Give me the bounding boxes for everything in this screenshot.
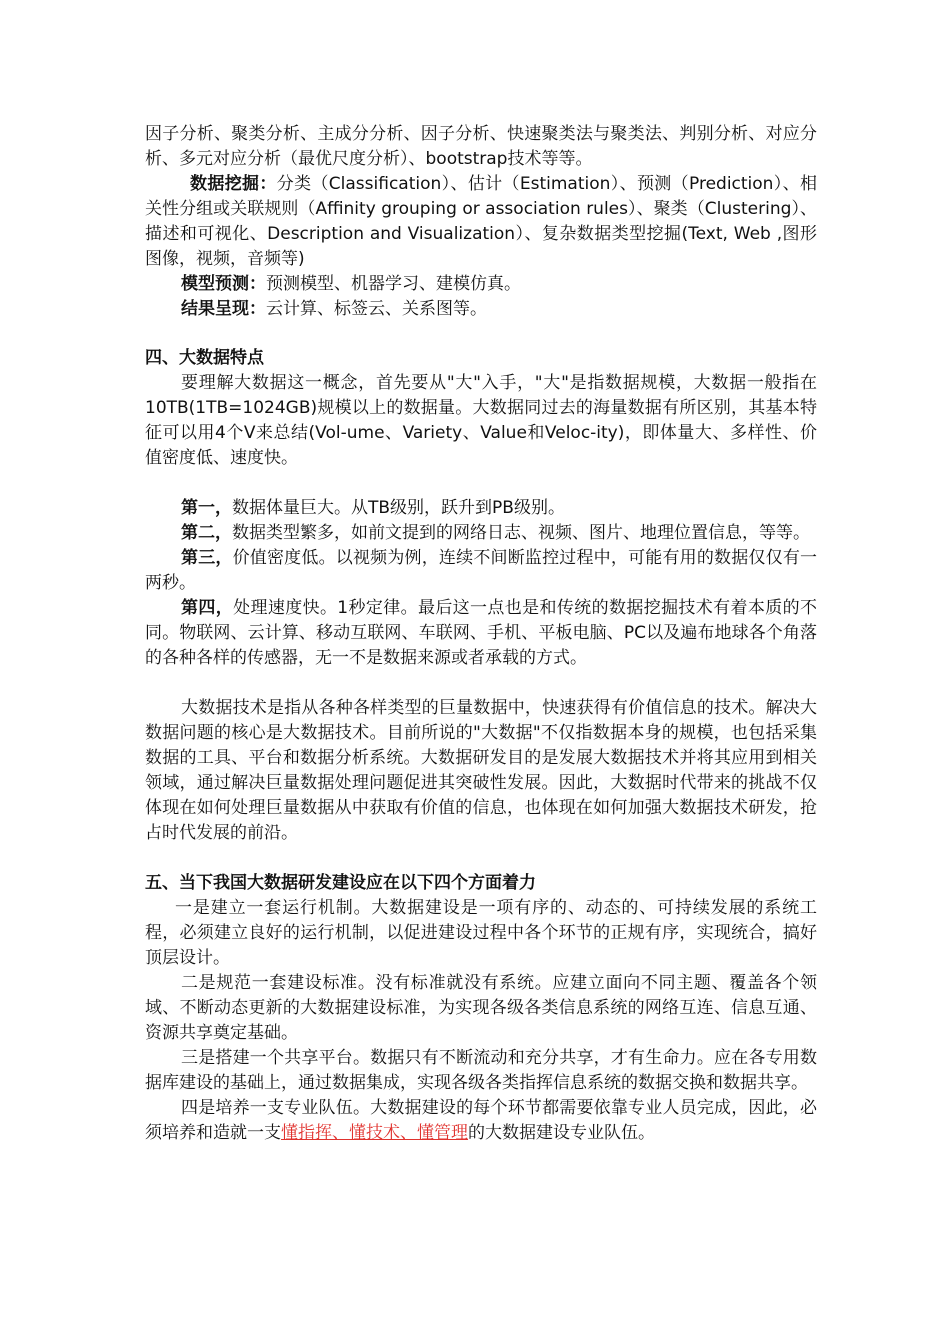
point-1-text: 数据体量巨大。从TB级别，跃升到PB级别。: [232, 498, 565, 518]
document-page: [145, 122, 817, 1146]
point-1-label: 第一，: [181, 498, 232, 518]
point-4: [145, 596, 817, 671]
point-1: [145, 496, 817, 521]
data-mining-text: 分类（Classification）、估计（Estimation）、预测（Prediction）、相关性分组或关联规则（Affinity grouping or association rules）、聚类（Clustering）、描述和可视化、Description and Visualization）、复杂数据类型挖掘(Text, Web ,图形图像，视频，音频等): [145, 174, 817, 269]
section4-title: 四、大数据特点: [145, 348, 264, 368]
section5-point-4-end: 的大数据建设专业队伍。: [468, 1123, 655, 1143]
section5-point-4: [145, 1096, 817, 1146]
data-mining-label: 数据挖掘：: [190, 174, 277, 194]
point-2-text: 数据类型繁多，如前文提到的网络日志、视频、图片、地理位置信息，等等。: [232, 523, 810, 543]
section5-point-1: 一是建立一套运行机制。大数据建设是一项有序的、动态的、可持续发展的系统工程，必须建立良好的运行机制，以促进建设过程中各个环节的正规有序，实现统合，搞好顶层设计。: [145, 898, 817, 968]
tech-paragraph: 大数据技术是指从各种各样类型的巨量数据中，快速获得有价值信息的技术。解决大数据问题的核心是大数据技术。目前所说的"大数据"不仅指数据本身的规模，也包括采集数据的工具、平台和数据分析系统。大数据研发目的是发展大数据技术并将其应用到相关领域，通过解决巨量数据处理问题促进其突破性发展。因此，大数据时代带来的挑战不仅体现在如何处理巨量数据从中获取有价值的信息，也体现在如何加强大数据技术研发，抢占时代发展的前沿。: [145, 698, 817, 843]
model-text: 预测模型、机器学习、建模仿真。: [266, 274, 521, 294]
point-2-label: 第二，: [181, 523, 232, 543]
skills-hyperlink[interactable]: 懂指挥、懂技术、懂管理: [281, 1123, 468, 1143]
point-3: [145, 546, 817, 596]
point-2: [145, 521, 817, 546]
point-3-text: 价值密度低。以视频为例，连续不间断监控过程中，可能有用的数据仅仅有一两秒。: [145, 548, 818, 593]
section5-point-4-text: 四是培养一支专业队伍。大数据建设的每个环节都需要依靠专业人员完成，因此，必须培养和造就一支: [145, 1098, 817, 1143]
stats-methods-line: 因子分析、聚类分析、主成分分析、因子分析、快速聚类法与聚类法、判别分析、对应分析、多元对应分析（最优尺度分析）、bootstrap技术等等。: [145, 124, 817, 169]
point-3-label: 第三，: [181, 548, 233, 568]
section5-point-3: 三是搭建一个共享平台。数据只有不断流动和充分共享，才有生命力。应在各专用数据库建设的基础上，通过数据集成，实现各级各类指挥信息系统的数据交换和数据共享。: [145, 1048, 817, 1093]
point-4-label: 第四，: [181, 598, 234, 618]
result-line: [145, 297, 817, 322]
result-text: 云计算、标签云、关系图等。: [266, 299, 487, 319]
section4-intro-paragraph: 要理解大数据这一概念，首先要从"大"入手，"大"是指数据规模，大数据一般指在10TB(1TB=1024GB)规模以上的数据量。大数据同过去的海量数据有所区别，其基本特征可以用4个V来总结(Vol-ume、Variety、Value和Veloc-ity)，即体量大、多样性、价值密度低、速度快。: [145, 373, 817, 468]
result-label: 结果呈现：: [181, 299, 266, 319]
section5-title: 五、当下我国大数据研发建设应在以下四个方面着力: [145, 873, 536, 893]
data-mining-paragraph: [145, 172, 817, 272]
section5-point-2: 二是规范一套建设标准。没有标准就没有系统。应建立面向不同主题、覆盖各个领域、不断动态更新的大数据建设标准，为实现各级各类信息系统的网络互连、信息互通、资源共享奠定基础。: [145, 973, 817, 1043]
model-prediction-line: [145, 272, 817, 297]
point-4-text: 处理速度快。1秒定律。最后这一点也是和传统的数据挖掘技术有着本质的不同。物联网、云计算、移动互联网、车联网、手机、平板电脑、PC以及遍布地球各个角落的各种各样的传感器，无一不是数据来源或者承载的方式。: [145, 598, 817, 668]
model-label: 模型预测：: [181, 274, 266, 294]
